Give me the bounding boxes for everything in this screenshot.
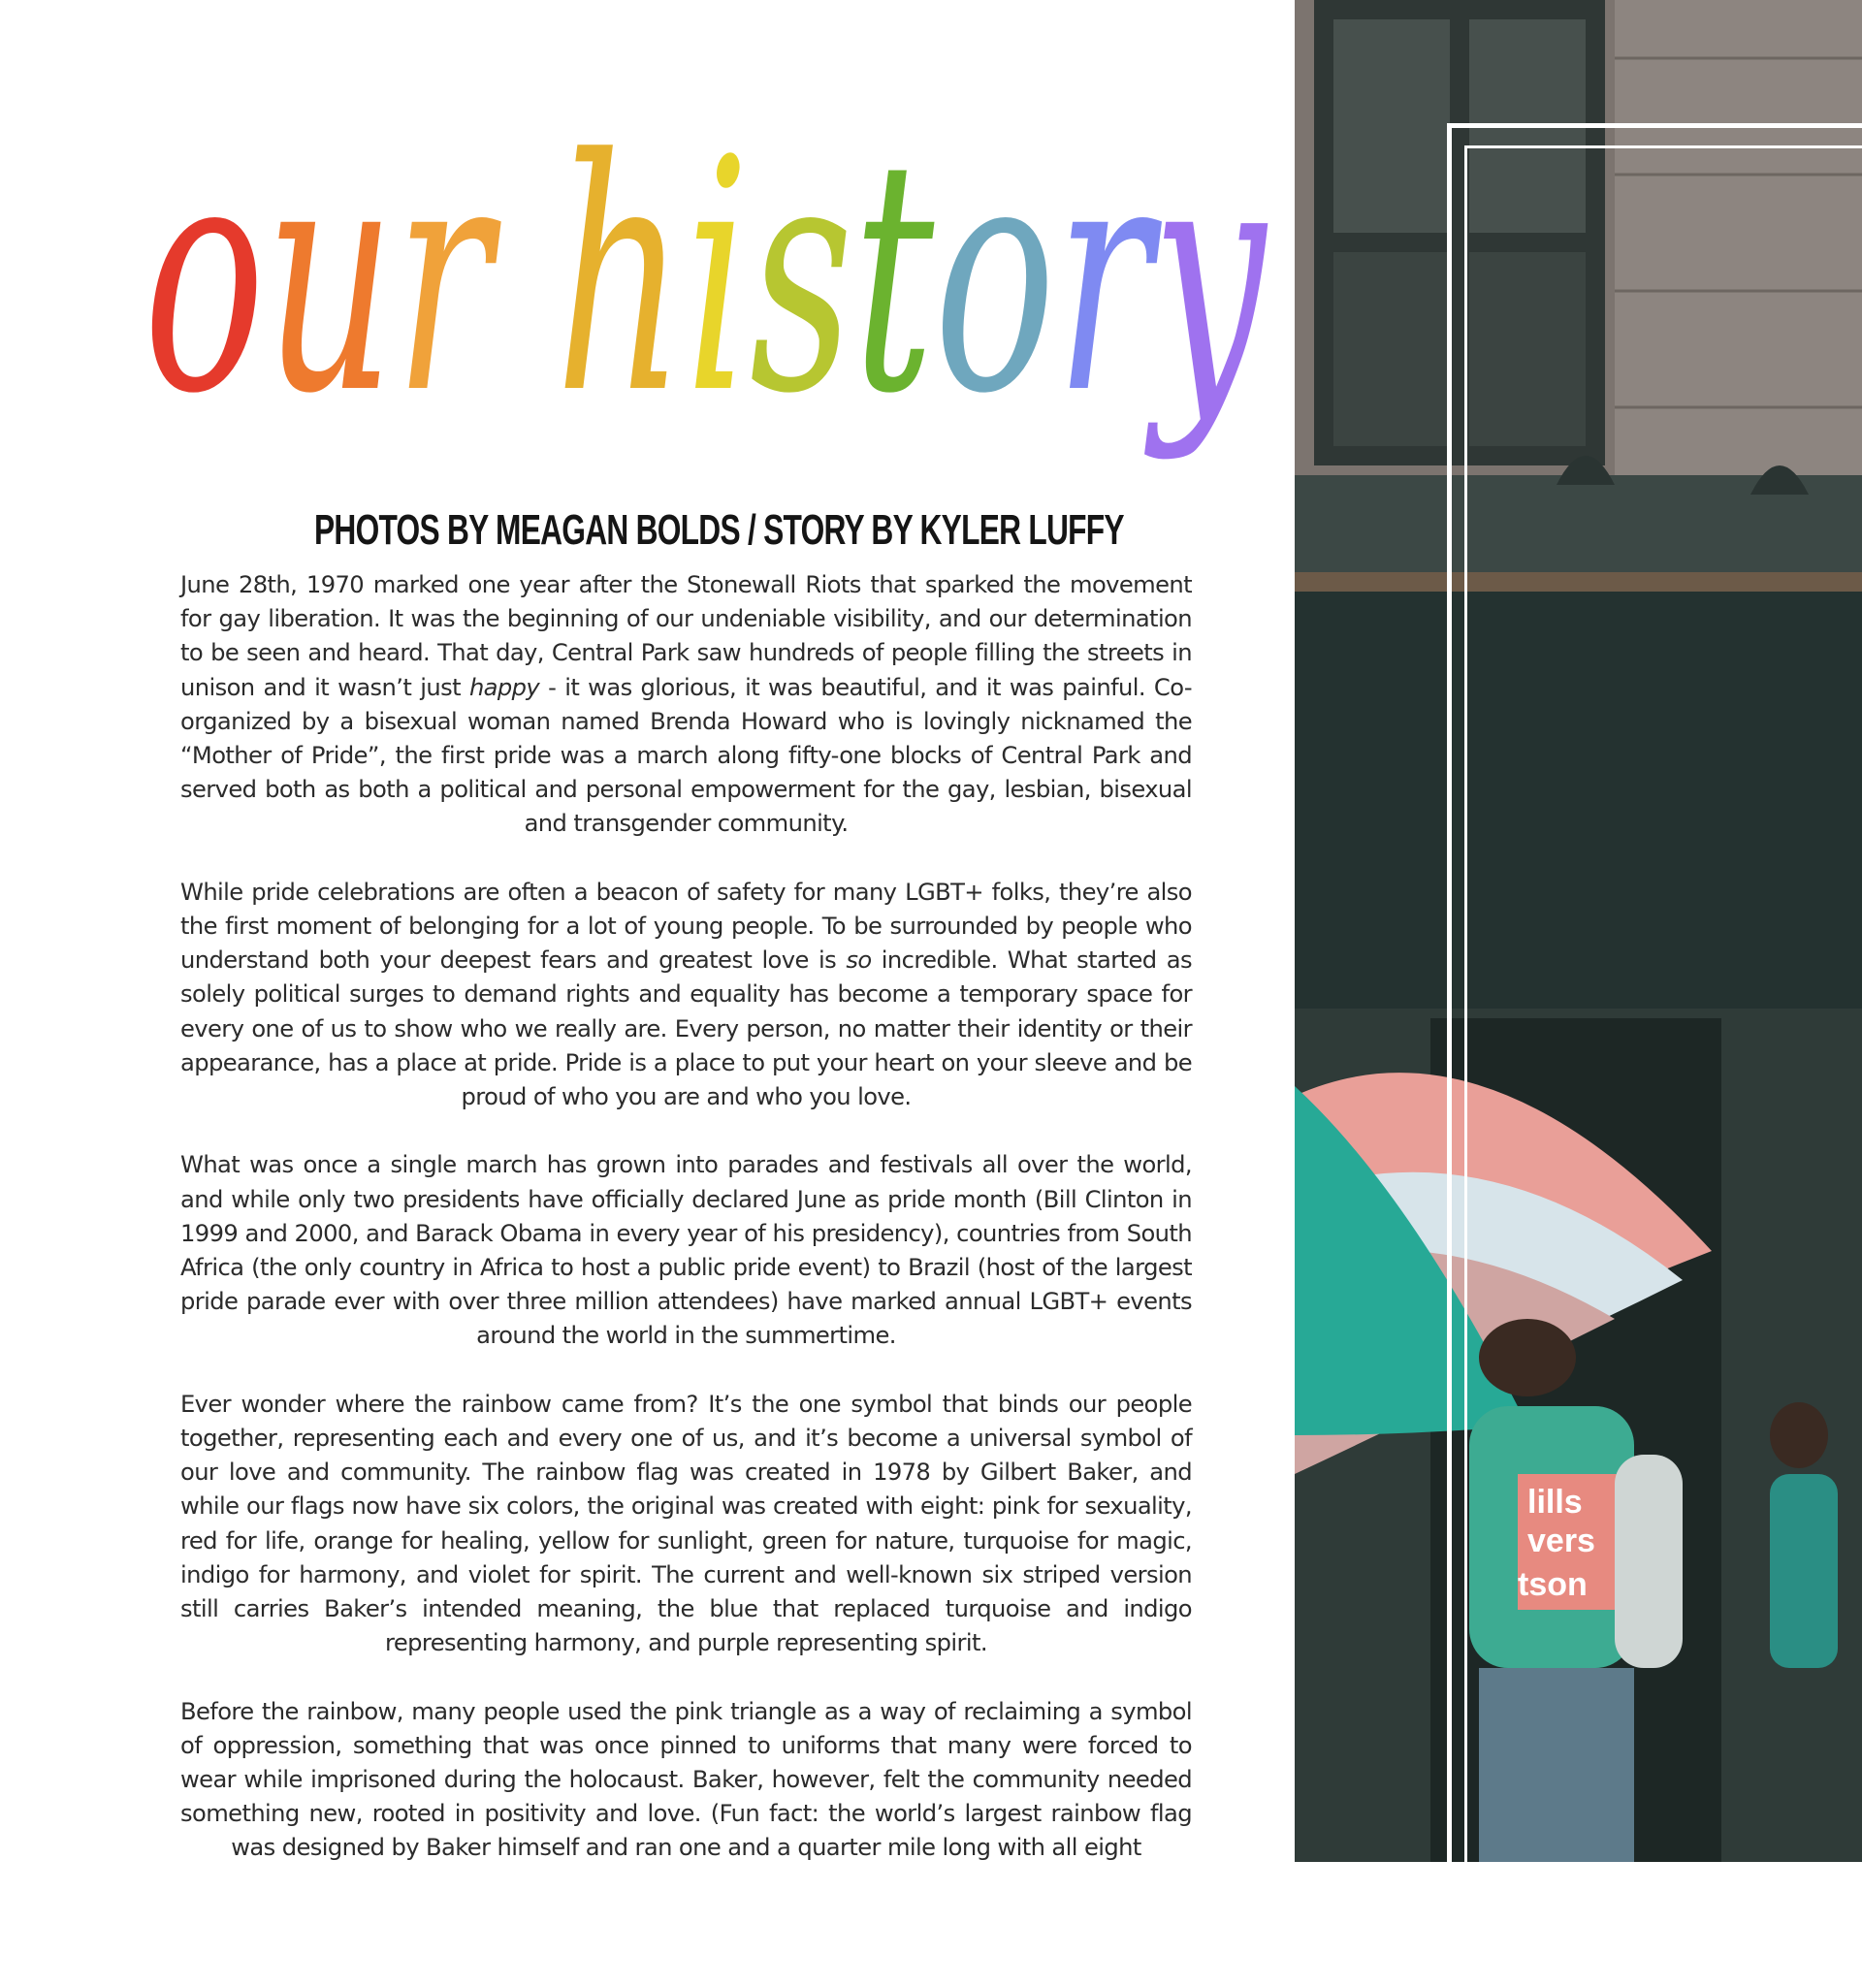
title-letter: r (1055, 97, 1152, 465)
paragraph-1-text-a: June 28th, 1970 marked one year after the Stonewall Riots that sparked the movement for gay liberation. It was the beginning of our undeniable visibility, and our determination to be seen and heard. That day, Central Park saw hundreds of people filling the streets in unison and it wasn’t just (180, 571, 1192, 701)
title-letter: t (852, 97, 935, 465)
paragraph-2-emphasis: so (846, 946, 872, 975)
title-letter: i (685, 97, 750, 465)
paragraph-1 (180, 568, 1192, 842)
title-letter: o (144, 97, 266, 465)
paragraph-4: Ever wonder where the rainbow came from? It’s the one symbol that binds our people together, representing each and every one of us, and it’s become a universal symbol of our love and community. The rainbow flag was created in 1978 by Gilbert Baker, and while our flags now have six colors, the original was created with eight: pink for sexuality, red for life, orange for healing, yellow for sunlight, green for nature, turquoise for magic, indigo for harmony, and violet for spirit. The current and well-known six striped version still carries Baker’s intended meaning, the blue that replaced turquoise and indigo representing harmony, and purple representing spirit. (180, 1390, 1192, 1657)
paragraph-2-text-b: incredible. What started as solely political surges to demand rights and equality has become a temporary space for every one of us to show who we really are. Every person, no matter their identity or their appearance, has a place at pride. Pride is a place to put your heart on your sleeve and be proud of who you are and who you love. (180, 946, 1193, 1111)
paragraph-2-text-a: While pride celebrations are often a beacon of safety for many LGBT+ folks, they’re also the first moment of belonging for a lot of young people. To be surrounded by people who understand both your deepest fears and greatest love is (180, 878, 1192, 975)
title-wordmark (116, 97, 1280, 504)
paragraph-2 (180, 876, 1192, 1114)
svg-text:our history (144, 97, 1268, 465)
photo-frame-inner (1464, 145, 1862, 1988)
title-space (491, 97, 555, 465)
title-letter: y (1151, 97, 1267, 465)
title-letter: o (934, 97, 1056, 465)
shirt-text-1: lills (1527, 1484, 1583, 1521)
paragraph-1-emphasis: happy (468, 673, 540, 701)
title-letter: r (395, 97, 492, 465)
shirt-text-3: tson (1518, 1566, 1588, 1603)
title-letter: u (265, 97, 396, 465)
byline: PHOTOS BY MEAGAN BOLDS / STORY BY KYLER LUFFY (313, 506, 1124, 554)
paragraph-5: Before the rainbow, many people used the pink triangle as a way of reclaiming a symbol of oppression, something that was once pinned to uniforms that many were forced to wear while imprisoned during the holocaust. Baker, however, felt the community needed something new, rooted in positivity and love. (Fun fact: the world’s largest rainbow flag was designed by Baker himself and ran one and a quarter mile long with all eight (180, 1697, 1192, 1862)
paragraph-3: What was once a single march has grown into parades and festivals all over the world, and while only two presidents have officially declared June as pride month (Bill Clinton in 1999 and 2000, and Barack Obama in every year of his presidency), countries from South Africa (the only country in Africa to host a public pride event) to Brazil (host of the largest pride parade ever with over three million attendees) have marked annual LGBT+ events around the world in the summertime. (180, 1151, 1192, 1350)
title-letter: h (555, 97, 686, 465)
title-letter: s (749, 97, 853, 465)
shirt-text-2: vers (1527, 1523, 1595, 1559)
article-body (180, 568, 1192, 1900)
paragraph-1-text-b: - it was glorious, it was beautiful, and it was painful. Co-organized by a bisexual woman named Brenda Howard who is lovingly nicknamed the “Mother of Pride”, the first pride was a march along fifty-one blocks of Central Park and served both as both a political and personal empowerment for the gay, lesbian, bisexual and transgender community. (180, 673, 1192, 838)
page-title (116, 97, 1280, 504)
